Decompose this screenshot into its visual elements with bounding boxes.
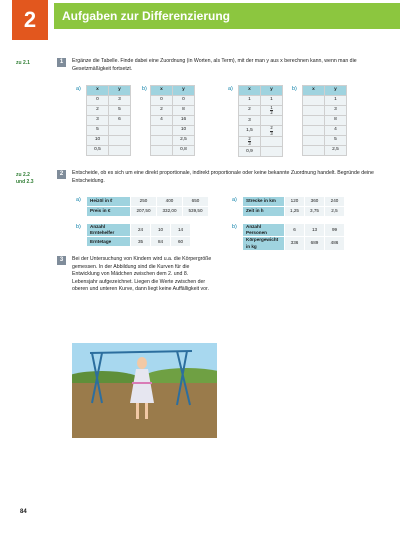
- table-cell: 2,5: [325, 207, 345, 217]
- table-cell: 0: [173, 96, 195, 106]
- table-cell: 3,75: [305, 207, 325, 217]
- table-row: [151, 106, 195, 116]
- girl-swing-photo: [72, 343, 217, 438]
- table-row: [151, 126, 195, 136]
- table-cell: 4: [151, 116, 173, 126]
- table-cell: 2: [239, 106, 261, 116]
- table-cell: 60: [171, 237, 191, 247]
- table-cell: 13: [305, 224, 325, 237]
- task2-d-table: [242, 223, 345, 251]
- table-row: [239, 106, 283, 116]
- table-cell: 650: [183, 197, 209, 207]
- table-row: [87, 146, 131, 156]
- row-label: Erntetage: [87, 237, 131, 247]
- task1-b-label: b): [142, 86, 147, 92]
- table-cell: 5: [109, 106, 131, 116]
- task1-text: Ergänze die Tabelle. Finde dabei eine Zuordnung (in Worten, als Term), mit der man y aus x berechnen kann, wenn man die Gesetzmäßigkeit fortsetzt.: [72, 58, 357, 72]
- task1-b-table: [150, 85, 195, 156]
- fraction: $\frac{1}{2}$: [270, 105, 273, 116]
- table-row: [151, 146, 195, 156]
- table-cell: 0,9: [239, 147, 261, 157]
- table-row: [87, 197, 209, 207]
- table-row: [151, 116, 195, 126]
- table-cell: [109, 146, 131, 156]
- table-row: [87, 116, 131, 126]
- table-cell: 539,50: [183, 207, 209, 217]
- table-cell: 84: [151, 237, 171, 247]
- task2-b-label: b): [76, 224, 81, 230]
- row-label: Preis in €: [87, 207, 131, 217]
- table-cell: [151, 136, 173, 146]
- task1-a-table: [86, 85, 131, 156]
- task2-c-label: a): [232, 197, 237, 203]
- table-cell: 6: [109, 116, 131, 126]
- table-cell: 689: [305, 237, 325, 250]
- table-cell: 8: [325, 116, 347, 126]
- column-header-x: x: [151, 86, 173, 96]
- column-header-y: y: [109, 86, 131, 96]
- table-row: [303, 106, 347, 116]
- table-cell: 1,25: [285, 207, 305, 217]
- table-cell: 4: [325, 126, 347, 136]
- page-number: 84: [20, 509, 27, 515]
- table-cell: 1: [261, 96, 283, 106]
- table-row: [151, 136, 195, 146]
- table-cell: 5: [325, 136, 347, 146]
- table-cell: 0: [87, 96, 109, 106]
- table-cell: 3: [239, 116, 261, 126]
- table-row: [239, 126, 283, 136]
- table-cell: 336: [285, 237, 305, 250]
- table-cell: 207,50: [131, 207, 157, 217]
- row-label: Anzahl Erntehelfer: [87, 224, 131, 237]
- table-cell: [109, 126, 131, 136]
- table-cell: 250: [131, 197, 157, 207]
- table-cell: 0,8: [173, 146, 195, 156]
- table-cell: 1,5: [239, 126, 261, 136]
- table-cell: 24: [131, 224, 151, 237]
- table-cell: 0,5: [87, 146, 109, 156]
- table-cell: [303, 146, 325, 156]
- column-header-x: x: [303, 86, 325, 96]
- table-cell: 486: [325, 237, 345, 250]
- table-row: [303, 146, 347, 156]
- fraction: $\frac{2}{3}$: [248, 135, 251, 147]
- task2-number: 2: [57, 170, 66, 179]
- task2-b-table: [86, 223, 191, 247]
- table-cell: 3: [109, 96, 131, 106]
- table-cell: 10: [173, 126, 195, 136]
- table-cell: 0: [151, 96, 173, 106]
- table-cell: 332,00: [157, 207, 183, 217]
- table-cell: [261, 136, 283, 146]
- table-row: [87, 126, 131, 136]
- table-cell: 10: [151, 224, 171, 237]
- table-cell: 1: [325, 96, 347, 106]
- table-row: [303, 136, 347, 146]
- column-header-y: y: [325, 86, 347, 96]
- task3-text: Bei der Untersuchung von Kindern wird u.a. die Körpergröße gemessen. In der Abbildung sind die Kurven für die Entwicklung von Mädchen zwischen dem 2. und 8. Lebensjahr aufgezeichnet. Liegen die Werte zwischen der oberen und unteren Kurve, dann liegt keine Auffälligkeit vor.: [72, 256, 212, 293]
- task1-number: 1: [57, 58, 66, 67]
- table-cell: [151, 146, 173, 156]
- table-row: [303, 116, 347, 126]
- table-row: [87, 96, 131, 106]
- table-row: [239, 116, 283, 126]
- task1-margin-ref: zu 2.1: [16, 60, 30, 66]
- table-row: [243, 224, 345, 237]
- fraction: $\frac{2}{3}$: [270, 125, 273, 136]
- table-cell: 3: [325, 106, 347, 116]
- table-cell: 2: [87, 106, 109, 116]
- column-header-x: x: [239, 86, 261, 96]
- table-cell: 8: [173, 106, 195, 116]
- task1-d-label: b): [292, 86, 297, 92]
- table-cell: 120: [285, 197, 305, 207]
- table-row: [243, 237, 345, 250]
- table-cell: [261, 126, 283, 136]
- table-row: [239, 96, 283, 106]
- table-cell: 5: [87, 126, 109, 136]
- table-row: [87, 224, 191, 237]
- table-cell: [303, 106, 325, 116]
- table-cell: [151, 126, 173, 136]
- table-cell: [261, 147, 283, 157]
- task3-number: 3: [57, 256, 66, 265]
- page-title: Aufgaben zur Differenzierung: [54, 3, 400, 29]
- table-cell: [239, 136, 261, 146]
- row-label: Anzahl Personen: [243, 224, 285, 237]
- table-row: [87, 136, 131, 146]
- table-cell: [303, 116, 325, 126]
- table-row: [87, 207, 209, 217]
- task2-text: Entscheide, ob es sich um eine direkt proportionale, indirekt proportionale oder keine bekannte Zuordnung handelt. Begründe deine Entscheidung.: [72, 170, 374, 184]
- table-cell: 240: [325, 197, 345, 207]
- table-cell: [261, 116, 283, 126]
- table-row: [243, 207, 345, 217]
- table-cell: 16: [173, 116, 195, 126]
- table-row: [303, 96, 347, 106]
- row-label: Zeit in h: [243, 207, 285, 217]
- table-cell: 14: [171, 224, 191, 237]
- task1-c-label: a): [228, 86, 233, 92]
- page-header: [0, 0, 400, 40]
- table-row: [303, 126, 347, 136]
- table-row: [87, 106, 131, 116]
- row-label: Strecke in km: [243, 197, 285, 207]
- growth-chart: [222, 258, 392, 406]
- photo-illustration: [72, 343, 217, 438]
- table-cell: 2: [151, 106, 173, 116]
- table-cell: [261, 106, 283, 116]
- task2-a-table: [86, 196, 209, 217]
- table-row: [239, 136, 283, 146]
- task2-margin-ref: zu 2.2 und 2.3: [16, 172, 34, 185]
- table-row: [243, 197, 345, 207]
- table-cell: 10: [87, 136, 109, 146]
- table-row: [151, 96, 195, 106]
- task2-d-label: b): [232, 224, 237, 230]
- task1-c-table: [238, 85, 283, 157]
- table-row: [239, 147, 283, 157]
- table-cell: [303, 126, 325, 136]
- column-header-y: y: [173, 86, 195, 96]
- table-cell: 35: [131, 237, 151, 247]
- table-cell: [109, 136, 131, 146]
- column-header-y: y: [261, 86, 283, 96]
- table-cell: 360: [305, 197, 325, 207]
- row-label: Körpergewicht in kg: [243, 237, 285, 250]
- table-cell: [303, 96, 325, 106]
- row-label: Heizöl in ℓ: [87, 197, 131, 207]
- table-cell: 1: [239, 96, 261, 106]
- table-cell: 2,5: [173, 136, 195, 146]
- chapter-number: 2: [12, 0, 48, 40]
- table-cell: 2,5: [325, 146, 347, 156]
- task2-a-label: a): [76, 197, 81, 203]
- table-cell: 99: [325, 224, 345, 237]
- task1-d-table: [302, 85, 347, 156]
- task1-a-label: a): [76, 86, 81, 92]
- task2-c-table: [242, 196, 345, 217]
- table-cell: 400: [157, 197, 183, 207]
- table-row: [87, 237, 191, 247]
- table-cell: 6: [285, 224, 305, 237]
- column-header-x: x: [87, 86, 109, 96]
- table-cell: 3: [87, 116, 109, 126]
- table-cell: [303, 136, 325, 146]
